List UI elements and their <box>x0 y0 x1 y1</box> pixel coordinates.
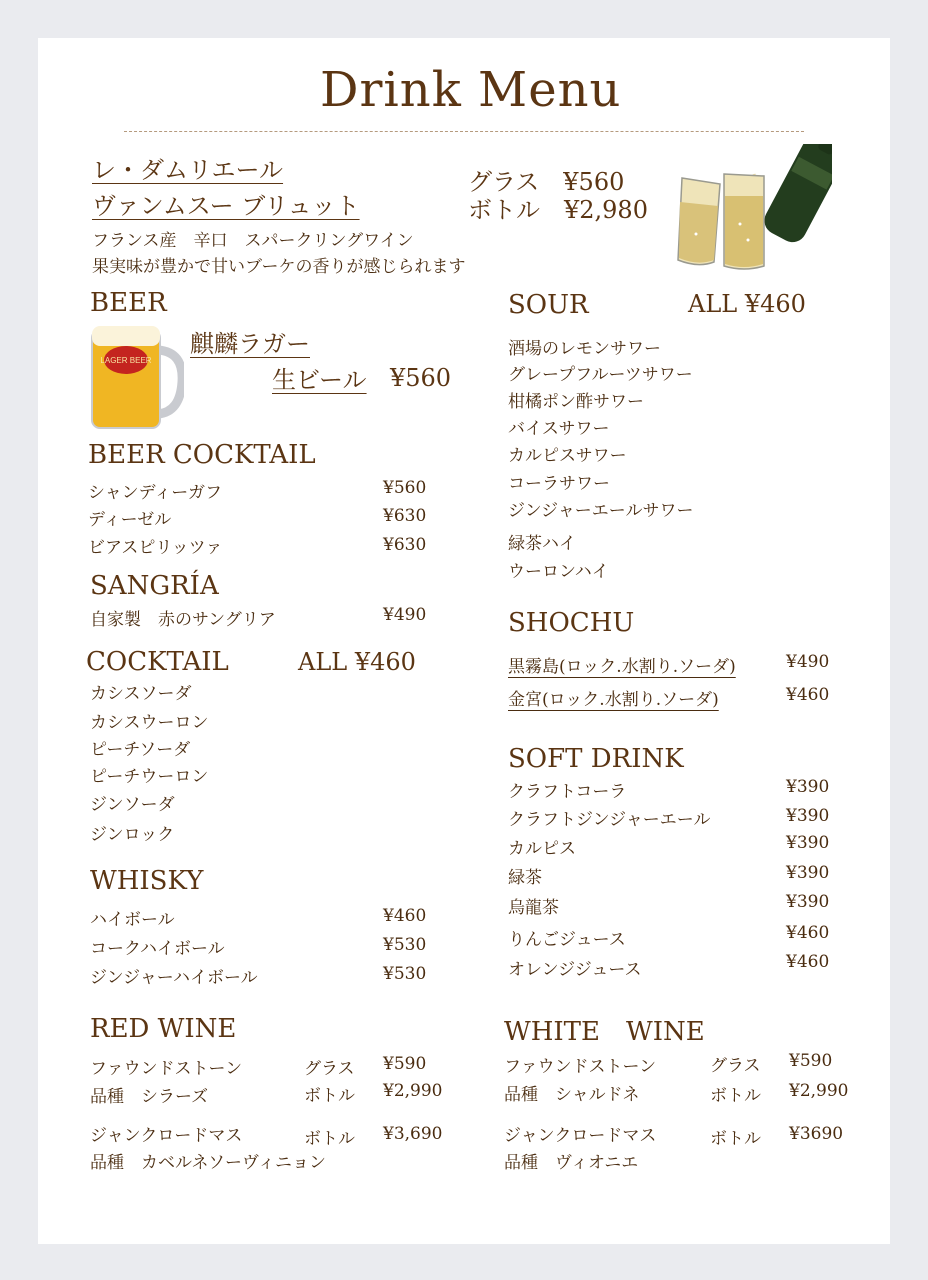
featured-desc-line1: フランス産 辛口 スパークリングワイン <box>92 231 414 251</box>
red-wine-glass-label: グラス <box>304 1059 355 1079</box>
sour-item: カルピスサワー <box>508 446 627 466</box>
beer-name-line1: 麒麟ラガー <box>190 330 310 358</box>
cocktail-all-price: ALL ¥460 <box>298 648 416 676</box>
sangria-price: ¥490 <box>383 605 427 625</box>
red-wine-name: ファウンドストーン <box>90 1059 243 1079</box>
white-wine-heading: WHITE WINE <box>504 1017 705 1047</box>
white-wine-bottle-price: ¥2,990 <box>789 1081 849 1101</box>
whisky-price: ¥530 <box>383 964 427 984</box>
beer-price: ¥560 <box>390 364 452 392</box>
soft-drink-price: ¥390 <box>786 863 830 883</box>
soft-drink-item: 緑茶 <box>508 868 542 888</box>
soft-drink-item: カルピス <box>508 839 576 859</box>
soft-drink-item: りんごジュース <box>508 930 626 950</box>
red-wine-bottle-price: ¥2,990 <box>383 1081 443 1101</box>
white-wine-glass-label: グラス <box>710 1056 761 1076</box>
sour-item: グレープフルーツサワー <box>508 365 693 385</box>
sour-item: ジンジャーエールサワー <box>508 501 694 521</box>
red-wine-glass-price: ¥590 <box>383 1054 427 1074</box>
soft-drink-item: クラフトコーラ <box>508 782 627 802</box>
sour-item: ウーロンハイ <box>508 562 609 582</box>
featured-name-line2: ヴァンムスー ブリュット <box>92 192 360 220</box>
red-wine-name: ジャンクロードマス <box>90 1126 243 1146</box>
whisky-heading: WHISKY <box>90 866 204 896</box>
white-wine-variety: 品種 ヴィオニエ <box>504 1153 639 1173</box>
white-wine-bottle-label: ボトル <box>710 1086 761 1106</box>
red-wine-variety: 品種 カベルネソーヴィニョン <box>90 1153 326 1173</box>
white-wine-bottle-label: ボトル <box>710 1129 761 1149</box>
red-wine-variety: 品種 シラーズ <box>90 1087 209 1107</box>
soft-drink-heading: SOFT DRINK <box>508 744 684 774</box>
soft-drink-price: ¥390 <box>786 777 830 797</box>
soft-drink-item: 烏龍茶 <box>508 898 559 918</box>
red-wine-heading: RED WINE <box>90 1014 237 1044</box>
cocktail-item: カシスウーロン <box>90 713 209 733</box>
white-wine-name: ジャンクロードマス <box>504 1126 657 1146</box>
whisky-price: ¥530 <box>383 935 427 955</box>
featured-bottle-price: ボトル ¥2,980 <box>468 196 648 224</box>
whisky-price: ¥460 <box>383 906 427 926</box>
soft-drink-price: ¥460 <box>786 923 830 943</box>
shochu-item: 黒霧島(ロック.水割り.ソーダ) <box>508 657 736 677</box>
page-title: Drink Menu <box>320 62 622 118</box>
cocktail-item: ジンロック <box>90 825 175 845</box>
soft-drink-price: ¥390 <box>786 833 830 853</box>
featured-name-line1: レ・ダムリエール <box>92 156 284 184</box>
mug-label-text: LAGER BEER <box>100 356 152 365</box>
beer-cocktail-price: ¥560 <box>383 478 427 498</box>
beer-mug-image <box>88 320 184 432</box>
cocktail-item: ピーチソーダ <box>90 740 191 760</box>
red-wine-bottle-label: ボトル <box>304 1086 355 1106</box>
soft-drink-price: ¥460 <box>786 952 830 972</box>
cocktail-item: カシスソーダ <box>90 684 192 704</box>
whisky-item: コークハイボール <box>90 939 225 959</box>
shochu-price: ¥490 <box>786 652 830 672</box>
cocktail-item: ピーチウーロン <box>90 767 209 787</box>
cocktail-heading: COCKTAIL <box>86 647 229 677</box>
beer-cocktail-price: ¥630 <box>383 535 427 555</box>
menu-card <box>38 38 890 1244</box>
featured-desc-line2: 果実味が豊かで甘いブーケの香りが感じられます <box>92 257 466 277</box>
sour-item: 緑茶ハイ <box>508 534 576 554</box>
soft-drink-price: ¥390 <box>786 806 830 826</box>
shochu-price: ¥460 <box>786 685 830 705</box>
sour-item: コーラサワー <box>508 474 610 494</box>
sour-item: バイスサワー <box>508 419 610 439</box>
champagne-image <box>670 144 832 274</box>
sour-item: 柑橘ポン酢サワー <box>508 392 644 412</box>
red-wine-bottle-label: ボトル <box>304 1129 355 1149</box>
sour-all-price: ALL ¥460 <box>688 290 806 318</box>
beer-cocktail-item: シャンディーガフ <box>88 483 222 503</box>
shochu-item: 金宮(ロック.水割り.ソーダ) <box>508 690 719 710</box>
shochu-heading: SHOCHU <box>508 608 635 638</box>
beer-cocktail-price: ¥630 <box>383 506 427 526</box>
title-divider <box>124 131 804 132</box>
featured-glass-price: グラス ¥560 <box>468 168 625 196</box>
sour-heading: SOUR <box>508 290 589 320</box>
soft-drink-item: クラフトジンジャーエール <box>508 810 711 830</box>
sangria-heading: SANGRÍA <box>90 571 219 601</box>
sangria-item: 自家製 赤のサングリア <box>90 610 276 630</box>
whisky-item: ジンジャーハイボール <box>90 968 258 988</box>
white-wine-name: ファウンドストーン <box>504 1057 657 1077</box>
beer-heading: BEER <box>90 288 167 318</box>
cocktail-item: ジンソーダ <box>90 795 175 815</box>
beer-cocktail-heading: BEER COCKTAIL <box>88 440 316 470</box>
beer-cocktail-item: ディーゼル <box>88 510 172 530</box>
soft-drink-price: ¥390 <box>786 892 830 912</box>
beer-cocktail-item: ビアスピリッツァ <box>88 538 223 558</box>
beer-name-line2: 生ビール <box>272 366 367 394</box>
soft-drink-item: オレンジジュース <box>508 960 642 980</box>
whisky-item: ハイボール <box>90 910 175 930</box>
white-wine-variety: 品種 シャルドネ <box>504 1085 640 1105</box>
white-wine-bottle-price: ¥3690 <box>789 1124 844 1144</box>
red-wine-bottle-price: ¥3,690 <box>383 1124 443 1144</box>
white-wine-glass-price: ¥590 <box>789 1051 833 1071</box>
sour-item: 酒場のレモンサワー <box>508 339 661 359</box>
